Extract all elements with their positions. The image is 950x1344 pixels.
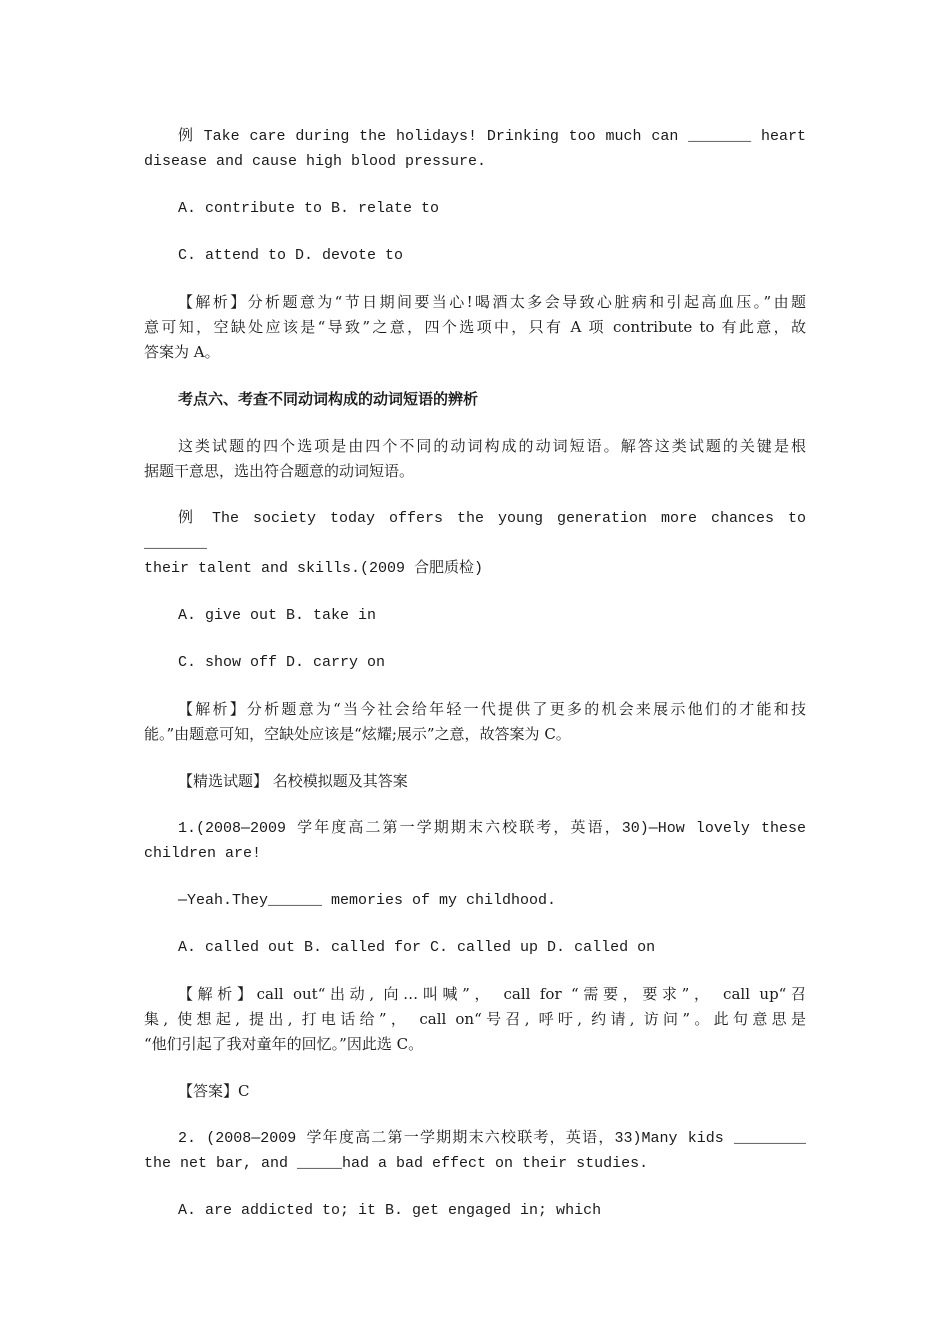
example2-options-cd: C. show off D. carry on — [178, 654, 386, 671]
q1-line2: children are! — [144, 845, 262, 862]
q2-line1: 2. (2008—2009 学年度高二第一学期期末六校联考，英语，33)Many kids ________ — [178, 1130, 806, 1147]
example1-analysis-line3: 答案为 A。 — [144, 343, 220, 361]
q1-answer: 【答案】C — [178, 1082, 250, 1100]
q1-analysis-line1: 【解析】call out“出动, 向…叫喊”， call for “需要，要求”， call up“召 — [178, 985, 806, 1003]
section6-intro-line1: 这类试题的四个选项是由四个不同的动词构成的动词短语。解答这类试题的关键是根 — [178, 437, 806, 455]
example1-question-line2: disease and cause high blood pressure. — [144, 153, 487, 170]
section6-heading: 考点六、考查不同动词构成的动词短语的辨析 — [178, 390, 479, 408]
q1-analysis-line3: “他们引起了我对童年的回忆。”因此选 C。 — [144, 1035, 424, 1053]
example2-analysis-line1: 【解析】分析题意为“当今社会给年轻一代提供了更多的机会来展示他们的才能和技 — [178, 700, 806, 718]
example2-options-ab: A. give out B. take in — [178, 607, 377, 624]
q1-analysis-line2: 集, 使想起, 提出, 打电话给”， call on“号召, 呼吁, 约请, 访问”。此句意思是 — [144, 1010, 806, 1028]
selected-questions-heading: 【精选试题】 名校模拟题及其答案 — [178, 772, 408, 790]
example2-question-line2: their talent and skills.(2009 合肥质检) — [144, 560, 484, 577]
q1-line1: 1.(2008—2009 学年度高二第一学期期末六校联考，英语，30)—How lovely these — [178, 820, 806, 837]
document-body — [144, 124, 806, 1223]
q2-line2: the net bar, and _____had a bad effect on their studies. — [144, 1155, 649, 1172]
q1-line3: —Yeah.They______ memories of my childhood. — [178, 892, 557, 909]
example1-question-line1: 例 Take care during the holidays! Drinking too much can _______ heart — [178, 128, 806, 145]
example1-options-cd: C. attend to D. devote to — [178, 247, 404, 264]
example1-analysis-line1: 【解析】分析题意为“节日期间要当心!喝酒太多会导致心脏病和引起高血压。”由题 — [178, 293, 806, 311]
example1-analysis-line2: 意可知，空缺处应该是“导致”之意，四个选项中，只有 A 项 contribute to 有此意，故 — [144, 318, 806, 336]
q2-options: A. are addicted to; it B. get engaged in; which — [178, 1202, 602, 1219]
example2-question-line1: 例 The society today offers the young generation more chances to _______ — [144, 510, 806, 552]
q1-options: A. called out B. called for C. called up D. called on — [178, 939, 656, 956]
example1-options-ab: A. contribute to B. relate to — [178, 200, 440, 217]
example2-analysis-line2: 能。”由题意可知，空缺处应该是“炫耀;展示”之意，故答案为 C。 — [144, 725, 571, 743]
section6-intro-line2: 据题干意思，选出符合题意的动词短语。 — [144, 462, 415, 480]
